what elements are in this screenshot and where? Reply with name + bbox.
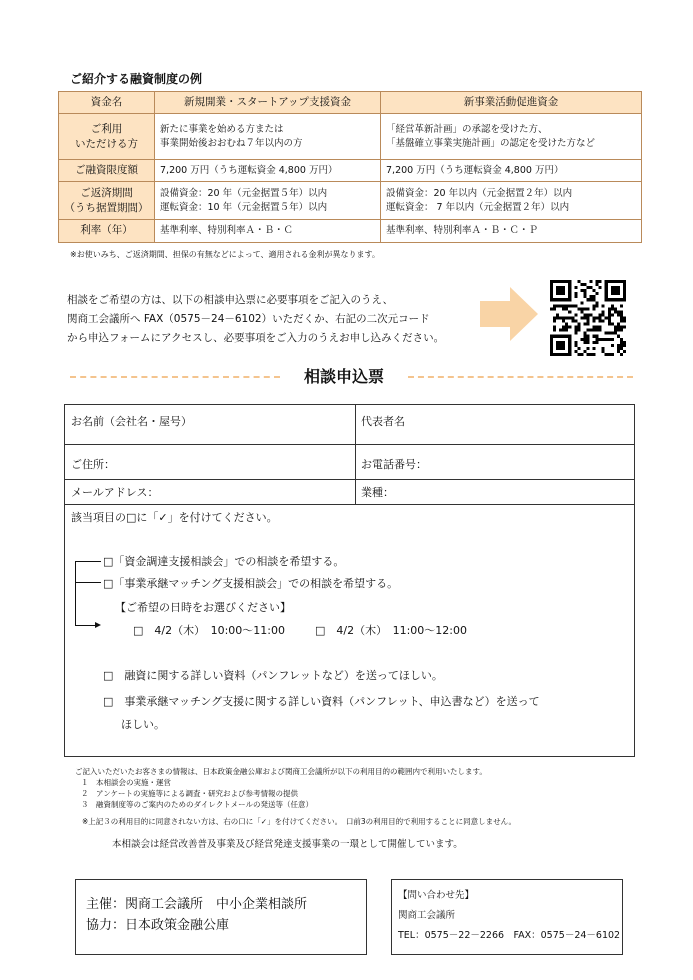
row-label-repayment: ご返済期間 （うち据置期間）: [59, 182, 155, 220]
host-label: 主催：関商工会議所 中小企業相談所: [86, 897, 308, 912]
loan-note: ※お使いみち、ご返済期間、担保の有無などによって、適用される金利が異なります。: [70, 250, 380, 259]
right-arrow-icon: [480, 287, 540, 341]
cell-newbiz-repayment: 設備資金：20 年以内（元金据置２年）以内 運転資金： 7 年以内（元金据置２年）以内: [381, 182, 642, 220]
organizer-box: [75, 879, 367, 955]
row-label-limit: ご融資限度額: [59, 160, 155, 182]
cell-newbiz-limit: 7,200 万円（うち運転資金 4,800 万円）: [381, 160, 642, 182]
succession-consult-checkbox[interactable]: □「事業承継マッチング支援相談会」での相談を希望する。: [103, 577, 399, 590]
table-header-startup-fund: 新規開業・スタートアップ支援資金: [155, 92, 381, 114]
address-label: ご住所：: [71, 458, 115, 471]
table-row: [59, 160, 642, 182]
privacy-statement: ご記入いただいたお客さまの情報は、日本政策金融公庫および関商工会議所が以下の利用目的の範囲内で利用いたします。 １ 本相談会の実施・運営 ２ アンケートの実施等による調査・研究および参考情報の提供 ３ 融資制度等のご案内のためのダイレクトメールの発送等（任意）: [75, 767, 487, 809]
loan-docs-checkbox[interactable]: □ 融資に関する詳しい資料（パンフレットなど）を送ってほしい。: [103, 669, 443, 682]
company-name-label: お名前（会社名・屋号）: [71, 415, 192, 428]
table-row: [59, 114, 642, 160]
fund-consult-checkbox[interactable]: □「資金調達支援相談会」での相談を希望する。: [103, 555, 345, 568]
time-slot-1-checkbox[interactable]: □ 4/2（木） 10:00～11:00: [133, 624, 285, 637]
time-slot-2-checkbox[interactable]: □ 4/2（木） 11:00～12:00: [315, 624, 467, 637]
email-label: メールアドレス：: [71, 486, 159, 499]
loan-section-title: ご紹介する融資制度の例: [70, 72, 203, 86]
qr-code-icon[interactable]: [550, 280, 626, 356]
date-selection-heading: 【ご希望の日時をお選びください】: [115, 601, 291, 614]
cell-newbiz-rate: 基準利率、特別利率Ａ・Ｂ・Ｃ・Ｐ: [381, 220, 642, 242]
cell-startup-rate: 基準利率、特別利率Ａ・Ｂ・Ｃ: [155, 220, 381, 242]
privacy-optout-note: ※上記３の利用目的に同意されない方は、右の口に「✓」を付けてください。 口前3の利用目的で利用することに同意しません。: [82, 817, 517, 826]
hosting-statement: 本相談会は経営改善普及事業及び経営発達支援事業の一環として開催しています。: [112, 839, 463, 850]
form-instruction: 該当項目の□に「✓」を付けてください。: [71, 511, 278, 524]
succession-docs-checkbox[interactable]: □ 事業承継マッチング支援に関する詳しい資料（パンフレット、申込書など）を送って: [103, 695, 540, 708]
phone-label: お電話番号：: [361, 458, 427, 471]
cooperation-label: 協力：日本政策金融公庫: [86, 918, 230, 933]
contact-heading: 【問い合わせ先】: [398, 890, 475, 901]
contact-box: [391, 879, 623, 955]
row-label-eligible: ご利用 いただける方: [59, 114, 155, 160]
contact-name: 関商工会議所: [398, 910, 456, 921]
row-label-rate: 利率（年）: [59, 220, 155, 242]
loan-table: [58, 91, 642, 243]
cell-newbiz-eligible: 「経営革新計画」の承認を受けた方、 「基盤確立事業実施計画」の認定を受けた方など: [381, 114, 642, 160]
representative-label: 代表者名: [361, 415, 405, 428]
form-title: 相談申込票: [303, 367, 384, 386]
table-row: [59, 220, 642, 242]
cell-startup-repayment: 設備資金：20 年（元金据置５年）以内 運転資金：10 年（元金据置５年）以内: [155, 182, 381, 220]
divider: [408, 376, 633, 378]
divider: [70, 376, 280, 378]
table-row: [59, 182, 642, 220]
table-header-fund-name: 資金名: [59, 92, 155, 114]
intro-text: 相談をご希望の方は、以下の相談申込票に必要事項をご記入のうえ、 関商工会議所へ FAX（0575－24－6102）いただくか、右記の二次元コード から申込フォームにアクセスし、必要事項をご入力のうえお申し込みください。: [67, 294, 445, 344]
succession-docs-continuation: ほしい。: [121, 718, 165, 731]
industry-label: 業種：: [361, 486, 394, 499]
cell-startup-eligible: 新たに事業を始める方または 事業開始後おおむね７年以内の方: [155, 114, 381, 160]
table-header-new-business-fund: 新事業活動促進資金: [381, 92, 642, 114]
contact-phone-fax: TEL：0575－22－2266 FAX：0575－24－6102: [398, 930, 621, 941]
cell-startup-limit: 7,200 万円（うち運転資金 4,800 万円）: [155, 160, 381, 182]
application-form: [64, 404, 635, 757]
